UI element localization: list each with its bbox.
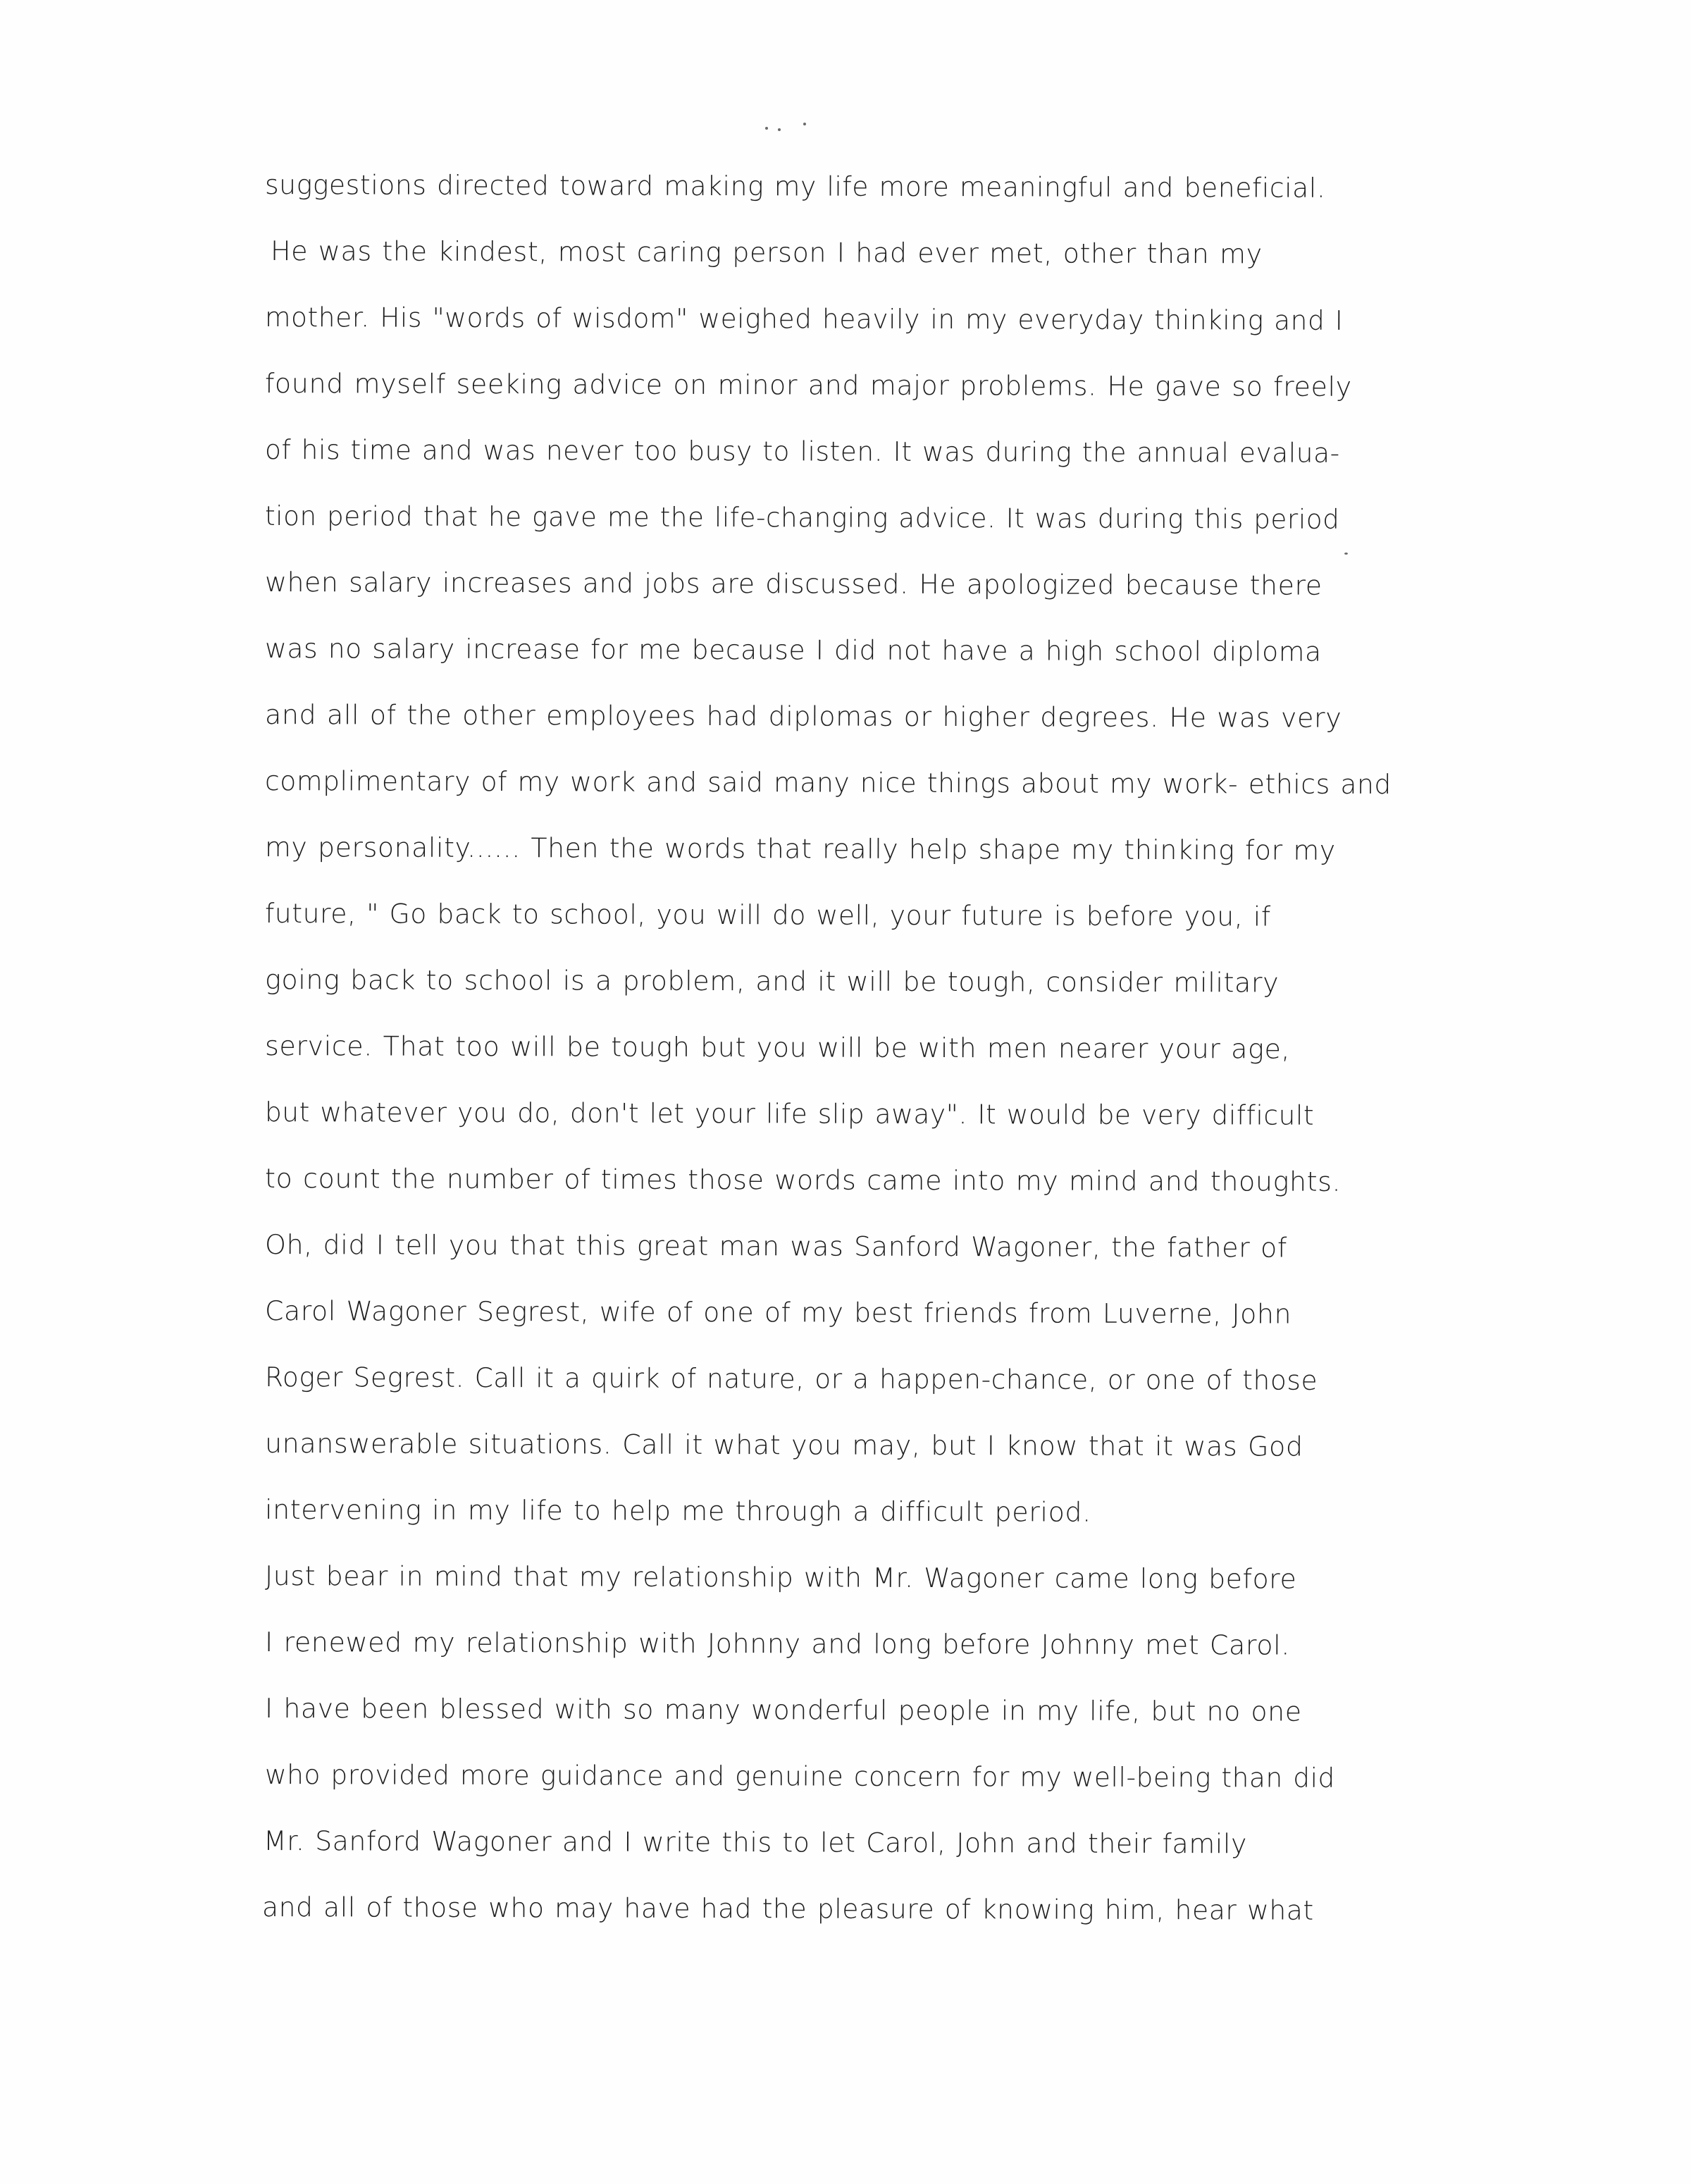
text-line: complimentary of my work and said many nice things about my work- ethics and — [264, 765, 1392, 801]
text-line: I have been blessed with so many wonderful people in my life, but no one — [264, 1693, 1302, 1727]
scan-speck — [803, 123, 806, 125]
text-line: but whatever you do, don't let your life slip away". It would be very difficult — [264, 1097, 1315, 1131]
text-line: when salary increases and jobs are discussed. He apologized because there — [264, 567, 1323, 601]
scan-speck — [765, 127, 768, 130]
text-line: going back to school is a problem, and it will be tough, consider military — [264, 964, 1280, 999]
text-line: and all of the other employees had diplomas or higher degrees. He was very — [264, 699, 1342, 734]
text-line: who provided more guidance and genuine concern for my well-being than did — [264, 1759, 1336, 1794]
text-line: my personality...... Then the words that really help shape my thinking for my — [264, 832, 1336, 866]
text-line: Just bear in mind that my relationship with Mr. Wagoner came long before — [264, 1560, 1297, 1595]
text-line: suggestions directed toward making my life more meaningful and beneficial. — [264, 169, 1326, 204]
text-line: Oh, did I tell you that this great man was Sanford Wagoner, the father of — [264, 1229, 1287, 1264]
text-line: service. That too will be tough but you will be with men nearer your age, — [264, 1030, 1291, 1065]
text-line: and all of those who may have had the pleasure of knowing him, hear what — [261, 1892, 1314, 1926]
text-line: intervening in my life to help me through a difficult period. — [264, 1494, 1091, 1528]
text-line: Mr. Sanford Wagoner and I write this to let Carol, John and their family — [263, 1825, 1248, 1860]
text-line: I renewed my relationship with Johnny and long before Johnny met Carol. — [264, 1627, 1291, 1661]
text-line: to count the number of times those words came into my mind and thoughts. — [264, 1163, 1342, 1197]
text-line: mother. His "words of wisdom" weighed heavily in my everyday thinking and I — [264, 302, 1344, 336]
text-line: unanswerable situations. Call it what you may, but I know that it was God — [264, 1428, 1303, 1462]
text-line: He was the kindest, most caring person I had ever met, other than my — [270, 235, 1263, 270]
text-line: was no salary increase for me because I did not have a high school diploma — [264, 633, 1322, 667]
text-line: Roger Segrest. Call it a quirk of nature, or a happen-chance, or one of those — [264, 1362, 1318, 1396]
text-line: Carol Wagoner Segrest, wife of one of my best friends from Luverne, John — [264, 1295, 1292, 1330]
scan-speck — [778, 128, 781, 131]
text-line: tion period that he gave me the life-changing advice. It was during this period — [264, 500, 1340, 535]
text-line: found myself seeking advice on minor and major problems. He gave so freely — [264, 368, 1352, 402]
text-line: future, " Go back to school, you will do well, your future is before you, if — [264, 898, 1271, 932]
scan-speck — [1344, 553, 1348, 555]
text-line: of his time and was never too busy to listen. It was during the annual evalua- — [264, 434, 1340, 469]
